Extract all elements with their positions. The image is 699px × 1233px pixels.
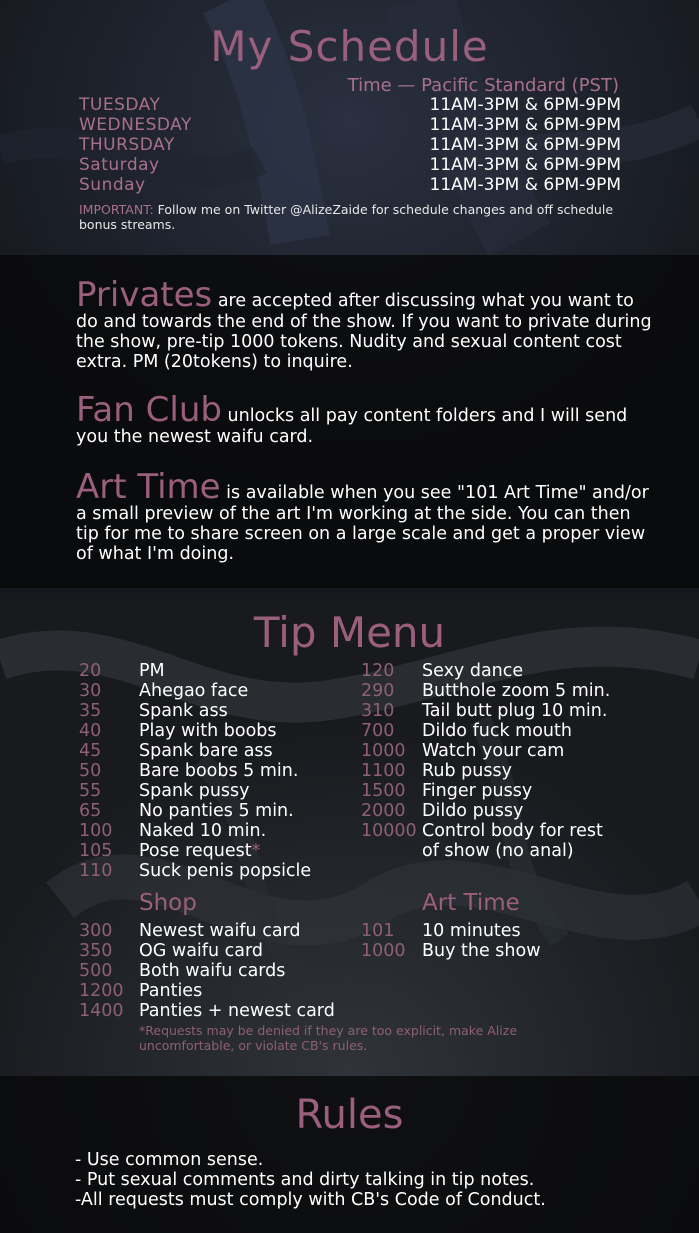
pose-request-label: Pose request bbox=[139, 841, 252, 861]
tip-label: Finger pussy bbox=[422, 781, 533, 801]
arttime-heading: Art Time bbox=[76, 467, 221, 507]
tip-price: 1500 bbox=[361, 781, 406, 801]
tip-label-continuation: of show (no anal) bbox=[422, 841, 574, 861]
tip-label: Tail butt plug 10 min. bbox=[422, 701, 608, 721]
art-label: 10 minutes bbox=[422, 921, 521, 941]
privates-paragraph bbox=[76, 275, 656, 372]
schedule-row bbox=[79, 175, 621, 195]
schedule-day: Sunday bbox=[79, 175, 146, 195]
tip-label: Spank ass bbox=[139, 701, 228, 721]
tip-label: Control body for rest bbox=[422, 821, 603, 841]
schedule-title: My Schedule bbox=[210, 22, 489, 71]
tip-price: 310 bbox=[361, 701, 395, 721]
tip-label: Dildo fuck mouth bbox=[422, 721, 572, 741]
schedule-time: 11AM-3PM & 6PM-9PM bbox=[429, 175, 621, 195]
tip-label: Dildo pussy bbox=[422, 801, 524, 821]
tip-label: Suck penis popsicle bbox=[139, 861, 312, 881]
tip-price: 1100 bbox=[361, 761, 406, 781]
tip-label: Naked 10 min. bbox=[139, 821, 267, 841]
shop-price: 500 bbox=[79, 961, 113, 981]
tip-price: 40 bbox=[79, 721, 102, 741]
schedule-day: THURSDAY bbox=[79, 135, 175, 155]
privates-text: are accepted after discussing what you want to do and towards the end of the show. If you want to private during the show, pre-tip 1000 tokens. Nudity and sexual content cost extra. PM (20tokens) to inquire. bbox=[76, 291, 652, 372]
tip-menu-title: Tip Menu bbox=[253, 608, 446, 657]
art-label: Buy the show bbox=[422, 941, 541, 961]
tip-price: 35 bbox=[79, 701, 102, 721]
privates-heading: Privates bbox=[76, 275, 213, 315]
schedule-time: 11AM-3PM & 6PM-9PM bbox=[429, 95, 621, 115]
schedule-time: 11AM-3PM & 6PM-9PM bbox=[429, 115, 621, 135]
art-price: 1000 bbox=[361, 941, 406, 961]
rules-title: Rules bbox=[295, 1092, 404, 1138]
requests-footnote: *Requests may be denied if they are too explicit, make Alize uncomfortable, or violate CB's rules. bbox=[139, 1023, 518, 1053]
tip-price: 10000 bbox=[361, 821, 417, 841]
schedule-time: 11AM-3PM & 6PM-9PM bbox=[429, 155, 621, 175]
schedule-day: Saturday bbox=[79, 155, 160, 175]
tip-label: PM bbox=[139, 661, 165, 681]
tip-label: Butthole zoom 5 min. bbox=[422, 681, 611, 701]
tip-price: 700 bbox=[361, 721, 395, 741]
tip-price: 50 bbox=[79, 761, 102, 781]
shop-label: Both waifu cards bbox=[139, 961, 286, 981]
shop-label: Newest waifu card bbox=[139, 921, 301, 941]
tip-price: 110 bbox=[79, 861, 113, 881]
shop-price: 1200 bbox=[79, 981, 124, 1001]
schedule-day: TUESDAY bbox=[79, 95, 161, 115]
schedule-row bbox=[79, 115, 621, 135]
tip-price: 100 bbox=[79, 821, 113, 841]
important-notice bbox=[79, 202, 639, 232]
tip-price: 55 bbox=[79, 781, 102, 801]
tip-label: Bare boobs 5 min. bbox=[139, 761, 299, 781]
tip-label bbox=[139, 841, 260, 861]
tip-price: 65 bbox=[79, 801, 102, 821]
schedule-row bbox=[79, 135, 621, 155]
pose-request-asterisk: * bbox=[251, 841, 261, 861]
schedule-row bbox=[79, 155, 621, 175]
timezone-label: Time — Pacific Standard (PST) bbox=[347, 75, 619, 96]
tip-label: Rub pussy bbox=[422, 761, 512, 781]
shop-price: 1400 bbox=[79, 1001, 124, 1021]
important-text: Follow me on Twitter @AlizeZaide for schedule changes and off schedule bonus streams. bbox=[79, 202, 614, 232]
fanclub-heading: Fan Club bbox=[76, 390, 222, 430]
arttime-paragraph bbox=[76, 467, 656, 564]
rule-item: -All requests must comply with CB's Code of Conduct. bbox=[75, 1190, 546, 1210]
tip-label: Spank bare ass bbox=[139, 741, 273, 761]
tip-price: 290 bbox=[361, 681, 395, 701]
tip-price: 45 bbox=[79, 741, 102, 761]
shop-title: Shop bbox=[139, 890, 197, 916]
shop-price: 300 bbox=[79, 921, 113, 941]
fanclub-text: unlocks all pay content folders and I will send you the newest waifu card. bbox=[76, 406, 628, 447]
fanclub-paragraph bbox=[76, 390, 656, 447]
art-time-title: Art Time bbox=[422, 890, 520, 916]
tip-price: 120 bbox=[361, 661, 395, 681]
shop-label: Panties bbox=[139, 981, 203, 1001]
tip-price: 30 bbox=[79, 681, 102, 701]
tip-price: 105 bbox=[79, 841, 113, 861]
important-label: IMPORTANT: bbox=[79, 202, 154, 217]
shop-label: OG waifu card bbox=[139, 941, 263, 961]
shop-price: 350 bbox=[79, 941, 113, 961]
rule-item: - Use common sense. bbox=[75, 1150, 264, 1170]
tip-label: Sexy dance bbox=[422, 661, 524, 681]
tip-label: No panties 5 min. bbox=[139, 801, 294, 821]
tip-price: 2000 bbox=[361, 801, 406, 821]
schedule-day: WEDNESDAY bbox=[79, 115, 192, 135]
tip-label: Spank pussy bbox=[139, 781, 250, 801]
rule-item: - Put sexual comments and dirty talking in tip notes. bbox=[75, 1170, 535, 1190]
art-price: 101 bbox=[361, 921, 395, 941]
tip-label: Play with boobs bbox=[139, 721, 277, 741]
schedule-row bbox=[79, 95, 621, 115]
shop-label: Panties + newest card bbox=[139, 1001, 335, 1021]
tip-label: Watch your cam bbox=[422, 741, 565, 761]
tip-price: 1000 bbox=[361, 741, 406, 761]
tip-label: Ahegao face bbox=[139, 681, 249, 701]
arttime-text: is available when you see "101 Art Time" and/or a small preview of the art I'm working at the side. You can then tip for me to share screen on a large scale and get a proper view of what I'm doing. bbox=[76, 483, 649, 564]
tip-price: 20 bbox=[79, 661, 102, 681]
schedule-time: 11AM-3PM & 6PM-9PM bbox=[429, 135, 621, 155]
